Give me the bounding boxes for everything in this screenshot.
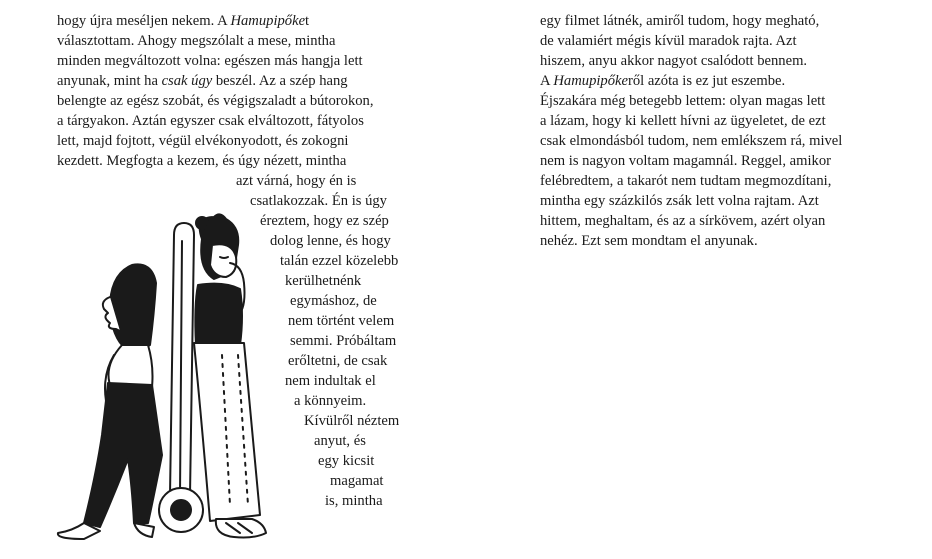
wrap-line-16: magamat [330, 473, 384, 489]
right-figure-skirt [194, 343, 260, 521]
right-line-3: hiszem, anyu akkor nagyot csalódott bennem. [540, 53, 808, 69]
right-line-7: csak elmondásból tudom, nem emlékszem rá, mivel [540, 133, 843, 149]
left-figure-shirt [109, 345, 153, 387]
wrap-line-2: csatlakozzak. Én is úgy [250, 193, 387, 209]
right-line-11: hittem, meghaltam, és az a sírkövem, azért olyan [540, 213, 826, 229]
wrap-line-5: talán ezzel közelebb [280, 253, 399, 269]
right-line-1: egy filmet látnék, amiről tudom, hogy megható, [540, 13, 820, 29]
right-line-2: de valamiért mégis kívül maradok rajta. Azt [540, 33, 797, 49]
left-line-2: választottam. Ahogy megszólalt a mese, mintha [57, 33, 336, 49]
right-line-8: nem is nagyon voltam magamnál. Reggel, amikor [540, 153, 831, 169]
wrap-line-6: kerülhetnénk [285, 273, 362, 289]
left-figure-hair [110, 264, 156, 353]
left-line-5: belengte az egész szobát, és végigszaladt a bútorokon, [57, 93, 374, 109]
wrap-line-12: a könnyeim. [294, 393, 367, 409]
wrap-line-1: azt várná, hogy én is [236, 173, 357, 189]
wrap-line-10: erőltetni, de csak [288, 353, 388, 369]
right-line-9: felébredtem, a takarót nem tudtam megmozdítani, [540, 173, 832, 189]
right-figure-top [195, 284, 242, 345]
wrap-line-15: egy kicsit [318, 453, 375, 469]
right-figure-face [210, 244, 236, 277]
right-line-4: A Hamupipőkeről azóta is ez jut eszembe. [540, 73, 786, 89]
left-line-7: lett, majd fojtott, végül elvékonyodott, és zokogni [57, 133, 349, 149]
book-title-italic-2: Hamupipőke [553, 73, 628, 89]
wrap-line-8: nem történt velem [288, 313, 395, 329]
right-line-5: Éjszakára még betegebb lettem: olyan magas lett [540, 93, 826, 109]
right-line-10: mintha egy százkilós zsák lett volna rajtam. Azt [540, 193, 819, 209]
wrap-line-7: egymáshoz, de [290, 293, 377, 309]
wrap-line-4: dolog lenne, és hogy [270, 233, 391, 249]
left-figure-trousers [84, 383, 162, 527]
right-line-6: a lázam, hogy ki kellett hívni az ügyeletet, de ezt [540, 113, 826, 129]
wrap-line-17: is, mintha [325, 493, 383, 509]
wrap-line-13: Kívülről néztem [304, 413, 400, 429]
right-line-12: nehéz. Ezt sem mondtam el anyunak. [540, 233, 758, 249]
book-title-italic: Hamupipőke [230, 13, 306, 29]
left-line-8: kezdett. Megfogta a kezem, és úgy nézett, mintha [57, 153, 347, 169]
left-line-6: a tárgyakon. Aztán egyszer csak elváltozott, fátyolos [57, 113, 364, 129]
wrap-line-9: semmi. Próbáltam [290, 333, 397, 349]
wrap-line-11: nem indultak el [285, 373, 376, 389]
left-line-4: anyunak, mint ha csak úgy beszél. Az a szép hang [57, 73, 348, 89]
two-figures-thermometer-illustration [44, 205, 284, 555]
left-line-3: minden megváltozott volna: egészen más hangja lett [57, 53, 363, 69]
wrap-line-3: éreztem, hogy ez szép [260, 213, 389, 229]
wrap-line-14: anyut, és [314, 433, 366, 449]
left-line-1: hogy újra meséljen nekem. A Hamupipőket [57, 13, 310, 29]
